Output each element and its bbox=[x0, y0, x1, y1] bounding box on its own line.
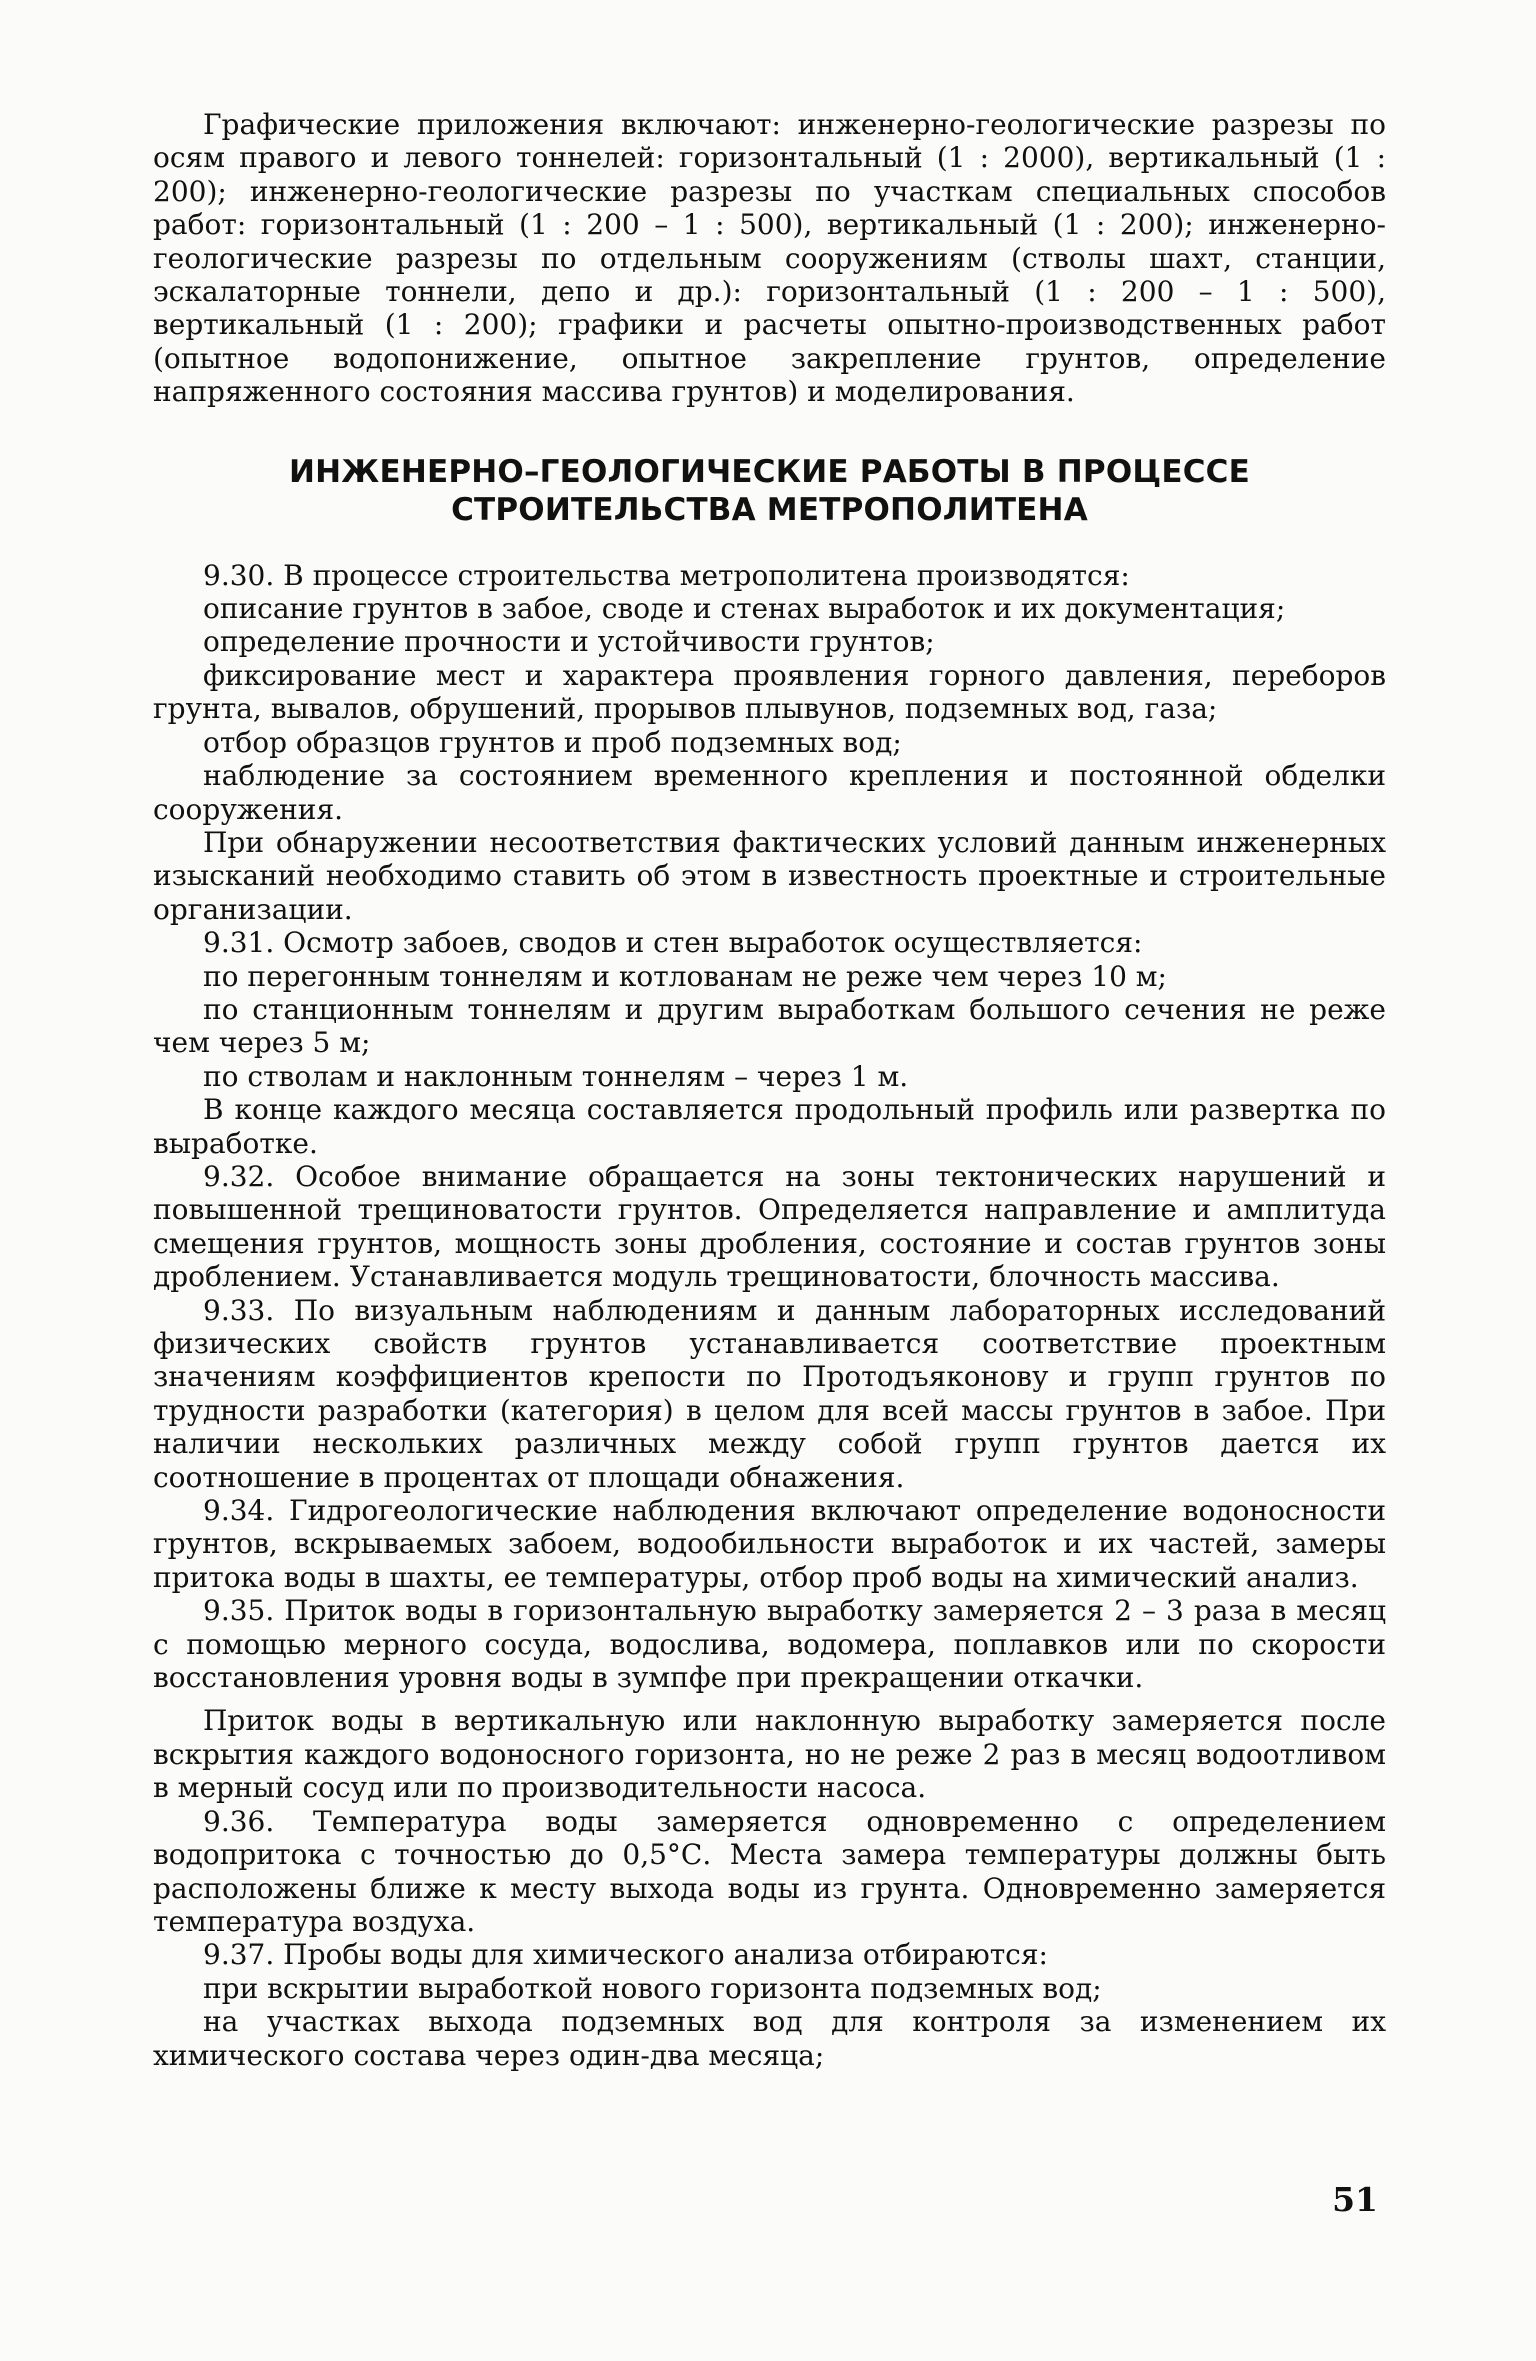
list-item: фиксирование мест и характера проявления горного давления, переборов грунта, вывалов, обрушений, прорывов плывунов, подземных вод, газа; bbox=[153, 658, 1386, 726]
paragraph-9-32: 9.32. Особое внимание обращается на зоны тектонических нарушений и повышенной трещиноватости грунтов. Определяется направление и амплитуда смещения грунтов, мощность зоны дробления, состояние и состав грунтов зоны дроблением. Устанавливается модуль трещиноватости, блочность массива. bbox=[153, 1159, 1386, 1294]
list-item: на участках выхода подземных вод для контроля за изменением их химического состава через один-два месяца; bbox=[153, 2005, 1386, 2072]
list-item: по стволам и наклонным тоннелям – через 1 м. bbox=[203, 1059, 909, 1093]
list-item: при вскрытии выработкой нового горизонта подземных вод; bbox=[203, 1971, 1102, 2005]
paragraph: При обнаружении несоответствия фактических условий данным инженерных изысканий необходимо ставить об этом в известность проектные и строительные организации. bbox=[153, 825, 1386, 926]
paragraph: Приток воды в вертикальную или наклонную выработку замеряется после вскрытия каждого водоносного горизонта, но не реже 2 раз в месяц водоотливом в мерный сосуд или по производительности насоса. bbox=[153, 1704, 1386, 1805]
section-heading-line-1: ИНЖЕНЕРНО–ГЕОЛОГИЧЕСКИЕ РАБОТЫ В ПРОЦЕССЕ bbox=[289, 453, 1250, 490]
list-item: по станционным тоннелям и другим выработкам большого сечения не реже чем через 5 м; bbox=[153, 992, 1386, 1060]
paragraph-9-33: 9.33. По визуальным наблюдениям и данным лабораторных исследований физических свойств грунтов устанавливается соответствие проектным значениям коэффициентов крепости по Протодъяконову и групп грунтов по трудности разработки (категория) в целом для всей массы грунтов в забое. При наличии нескольких различных между собой групп грунтов дается их соотношение в процентах от площади обнажения. bbox=[153, 1293, 1386, 1494]
section-heading-line-2: СТРОИТЕЛЬСТВА МЕТРОПОЛИТЕНА bbox=[451, 491, 1088, 528]
paragraph-9-34: 9.34. Гидрогеологические наблюдения включают определение водоносности грунтов, вскрываемых забоем, водообильности выработок и их частей, замеры притока воды в шахты, ее температуры, отбор проб воды на химический анализ. bbox=[153, 1494, 1386, 1594]
paragraph-9-36: 9.36. Температура воды замеряется одновременно с определением водопритока с точностью до 0,5°С. Места замера температуры должны быть расположены ближе к месту выхода воды из грунта. Одновременно замеряется температура воздуха. bbox=[153, 1804, 1386, 1938]
list-item: отбор образцов грунтов и проб подземных вод; bbox=[203, 725, 902, 759]
paragraph-9-30: 9.30. В процессе строительства метрополитена производятся: bbox=[203, 558, 1130, 592]
list-item: наблюдение за состоянием временного крепления и постоянной обделки сооружения. bbox=[153, 759, 1386, 826]
paragraph-9-37: 9.37. Пробы воды для химического анализа отбираются: bbox=[203, 1938, 1048, 1972]
list-item: описание грунтов в забое, своде и стенах выработок и их документация; bbox=[203, 592, 1286, 626]
paragraph: В конце каждого месяца составляется продольный профиль или развертка по выработке. bbox=[153, 1093, 1386, 1160]
paragraph-9-31: 9.31. Осмотр забоев, сводов и стен выработок осуществляется: bbox=[203, 926, 1143, 960]
list-item: определение прочности и устойчивости грунтов; bbox=[203, 625, 935, 659]
list-item: по перегонным тоннелям и котлованам не реже чем через 10 м; bbox=[203, 959, 1167, 993]
body-text bbox=[153, 108, 1386, 2072]
section-heading bbox=[153, 453, 1386, 529]
paragraph-9-35: 9.35. Приток воды в горизонтальную выработку замеряется 2 – 3 раза в месяц с помощью мерного сосуда, водослива, водомера, поплавков или по скорости восстановления уровня воды в зумпфе при прекращении откачки. bbox=[153, 1594, 1386, 1695]
intro-paragraph: Графические приложения включают: инженерно-геологические разрезы по осям правого и левого тоннелей: горизонтальный (1 : 2000), вертикальный (1 : 200); инженерно-геологические разрезы по участкам специальных способов работ: горизонтальный (1 : 200 – 1 : 500), вертикальный (1 : 200); инженерно-геологические разрезы по отдельным сооружениям (стволы шахт, станции, эскалаторные тоннели, депо и др.): горизонтальный (1 : 200 – 1 : 500), вертикальный (1 : 200); графики и расчеты опытно-производственных работ (опытное водопонижение, опытное закрепление грунтов, определение напряженного состояния массива грунтов) и моделирования. bbox=[153, 108, 1386, 409]
page-number: 51 bbox=[1332, 2180, 1378, 2219]
